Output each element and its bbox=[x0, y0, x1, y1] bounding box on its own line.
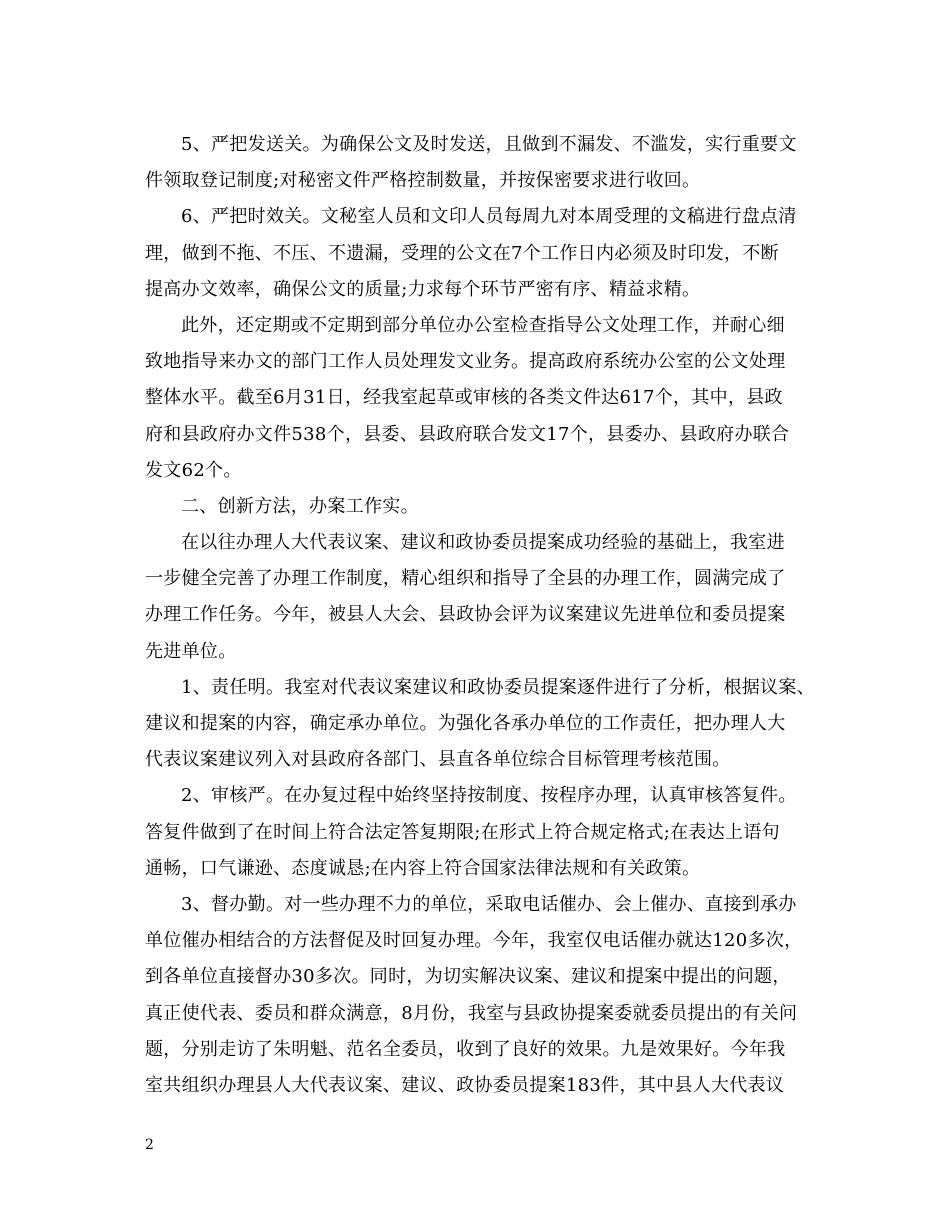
text-line: 5、严把发送关。为确保公文及时发送，且做到不漏发、不滥发，实行重要文 bbox=[181, 134, 797, 155]
text-line: 答复件做到了在时间上符合法定答复期限;在形式上符合规定格式;在表达上语句 bbox=[145, 821, 780, 843]
text-line: 真正使代表、委员和群众满意，8月份，我室与县政协提案委就委员提出的有关问 bbox=[145, 1002, 798, 1024]
text-line: 在以往办理人大代表议案、建议和政协委员提案成功经验的基础上，我室进 bbox=[181, 532, 785, 554]
text-line: 3、督办勤。对一些办理不力的单位，采取电话催办、会上催办、直接到承办 bbox=[181, 893, 797, 915]
text-line: 整体水平。截至6月31日，经我室起草或审核的各类文件达617个，其中，县政 bbox=[145, 387, 783, 409]
text-line: 室共组织办理县人大代表议案、建议、政协委员提案183件，其中县人大代表议 bbox=[145, 1074, 785, 1096]
text-line: 一步健全完善了办理工作制度，精心组织和指导了全县的办理工作，圆满完成了 bbox=[145, 568, 786, 590]
text-line: 理，做到不拖、不压、不遗漏，受理的公文在7个工作日内必须及时印发，不断 bbox=[145, 242, 779, 264]
text-line: 办理工作任务。今年，被县人大会、县政协会评为议案建议先进单位和委员提案 bbox=[145, 604, 786, 626]
text-line: 先进单位。 bbox=[145, 640, 237, 662]
document-body bbox=[145, 127, 815, 1104]
text-line: 1、责任明。我室对代表议案建议和政协委员提案逐件进行了分析，根据议案、 bbox=[181, 676, 815, 698]
text-line: 此外，还定期或不定期到部分单位办公室检查指导公文处理工作，并耐心细 bbox=[181, 314, 785, 336]
text-line: 府和县政府办文件538个，县委、县政府联合发文17个，县委办、县政府办联合 bbox=[145, 423, 790, 445]
page-number: 2 bbox=[145, 1137, 154, 1153]
text-line: 单位催办相结合的方法督促及时回复办理。今年，我室仅电话催办就达120多次， bbox=[145, 930, 803, 952]
text-line: 发文62个。 bbox=[145, 459, 242, 481]
text-line: 件领取登记制度;对秘密文件严格控制数量，并按保密要求进行收回。 bbox=[145, 170, 701, 192]
text-line: 提高办文效率，确保公文的质量;力求每个环节严密有序、精益求精。 bbox=[145, 278, 701, 300]
text-line: 代表议案建议列入对县政府各部门、县直各单位综合目标管理考核范围。 bbox=[145, 749, 731, 771]
text-line: 通畅，口气谦逊、态度诚恳;在内容上符合国家法律法规和有关政策。 bbox=[145, 857, 701, 879]
section-heading: 二、创新方法，办案工作实。 bbox=[181, 495, 419, 517]
text-line: 致地指导来办文的部门工作人员处理发文业务。提高政府系统办公室的公文处理 bbox=[145, 351, 786, 373]
text-line: 建议和提案的内容，确定承办单位。为强化各承办单位的工作责任，把办理人大 bbox=[145, 713, 786, 734]
text-line: 到各单位直接督办30多次。同时，为切实解决议案、建议和提案中提出的问题， bbox=[145, 966, 791, 988]
text-line: 题，分别走访了朱明魁、范名全委员，收到了良好的效果。九是效果好。今年我 bbox=[145, 1038, 786, 1060]
text-line: 2、审核严。在办复过程中始终坚持按制度、按程序办理，认真审核答复件。 bbox=[181, 785, 797, 807]
text-line: 6、严把时效关。文秘室人员和文印人员每周九对本周受理的文稿进行盘点清 bbox=[181, 206, 797, 228]
